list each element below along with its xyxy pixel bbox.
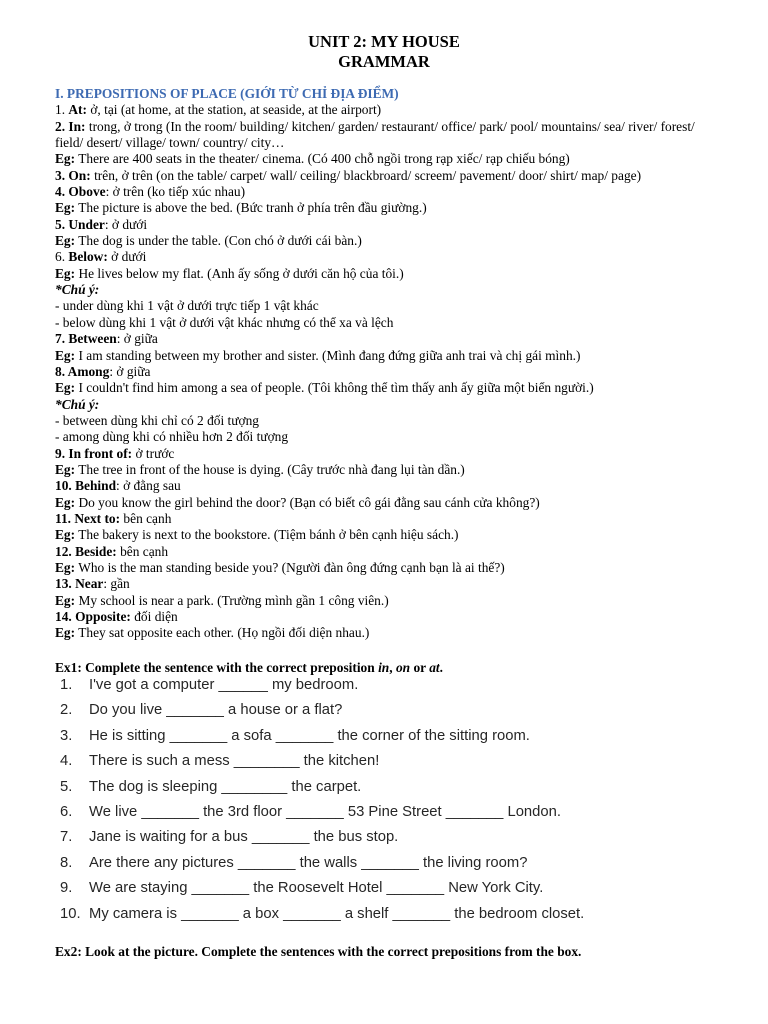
line-text: He lives below my flat. (Anh ấy sống ở dưới căn hộ của tôi.) <box>75 265 404 281</box>
question-text: He is sitting _______ a sofa _______ the corner of the sitting room. <box>89 727 530 744</box>
grammar-line <box>55 576 723 592</box>
question-text: I've got a computer ______ my bedroom. <box>89 677 359 693</box>
grammar-heading: GRAMMAR <box>338 52 430 71</box>
term-label: Eg: <box>55 494 76 510</box>
question-text: The dog is sleeping ________ the carpet. <box>89 778 362 795</box>
question-item <box>60 779 361 795</box>
term-label: Eg: <box>55 592 76 608</box>
question-item <box>60 677 358 693</box>
grammar-line <box>55 413 723 429</box>
line-text: My school is near a park. (Trường mình gần 1 công viên.) <box>75 592 389 608</box>
question-number: 7. <box>60 829 73 846</box>
grammar-line <box>55 331 723 347</box>
question-item <box>60 829 398 845</box>
term-label: Eg: <box>55 265 76 281</box>
term-label: 13. Near <box>55 576 104 592</box>
line-text: ở dưới <box>107 249 147 265</box>
line-text: : ở giữa <box>116 331 158 347</box>
term-label: 4. Obove <box>55 184 106 200</box>
term-label: Eg: <box>55 380 76 396</box>
line-text: The bakery is next to the bookstore. (Tiệm bánh ở bên cạnh hiệu sách.) <box>75 527 459 543</box>
line-text: Do you know the girl behind the door? (Bạn có biết cô gái đằng sau cánh cửa không?) <box>75 494 540 510</box>
item-number: 6. <box>55 249 69 265</box>
line-text: - between dùng khi chỉ có 2 đối tượng <box>55 412 259 428</box>
grammar-line <box>55 184 723 200</box>
grammar-lines <box>55 102 723 641</box>
term-label: 10. Behind <box>55 478 117 494</box>
question-item <box>60 753 379 769</box>
grammar-line <box>55 315 723 331</box>
question-item <box>60 702 342 718</box>
term-label: At: <box>68 102 87 118</box>
grammar-line <box>55 560 723 576</box>
unit-title: UNIT 2: MY HOUSE <box>308 32 460 51</box>
question-text: We are staying _______ the Roosevelt Hotel _______ New York City. <box>89 880 544 897</box>
line-text: bên cạnh <box>120 510 172 526</box>
line-text: The tree in front of the house is dying. (Cây trước nhà đang lụi tàn dần.) <box>75 461 465 477</box>
term-label: Eg: <box>55 559 76 575</box>
line-text: : ở đằng sau <box>116 478 181 494</box>
line-text: trong, ở trong (In the room/ building/ kitchen/ garden/ restaurant/ office/ park/ pool/ mountains/ sea/ river/ forest/ field/ desert/ village/ town/ country/ city… <box>55 118 695 151</box>
question-item <box>60 906 584 922</box>
line-text: ở trước <box>132 445 175 461</box>
question-number: 9. <box>60 880 73 897</box>
grammar-line <box>55 266 723 282</box>
grammar-line <box>55 249 723 265</box>
question-number: 4. <box>60 753 73 770</box>
grammar-content <box>55 86 723 642</box>
term-label: Eg: <box>55 233 76 249</box>
question-text: Jane is waiting for a bus _______ the bus stop. <box>89 829 399 846</box>
term-label: 9. In front of: <box>55 445 133 461</box>
grammar-line <box>55 544 723 560</box>
line-text: There are 400 seats in the theater/ cinema. (Có 400 chỗ ngồi trong rạp xiếc/ rạp chiếu bóng) <box>75 151 570 167</box>
line-text: - under dùng khi 1 vật ở dưới trực tiếp 1 vật khác <box>55 298 319 314</box>
grammar-line <box>55 380 723 396</box>
grammar-line <box>55 200 723 216</box>
term-label: 8. Among <box>55 363 110 379</box>
line-text: trên, ở trên (on the table/ carpet/ wall/ ceiling/ blackbroard/ screem/ pavement/ door/ shirt/ map/ page) <box>90 167 642 183</box>
question-number: 2. <box>60 702 73 719</box>
line-text: They sat opposite each other. (Họ ngồi đối diện nhau.) <box>75 625 370 641</box>
grammar-line <box>55 364 723 380</box>
line-text: bên cạnh <box>116 543 169 559</box>
line-text: - below dùng khi 1 vật ở dưới vật khác nhưng có thể xa và lệch <box>55 314 394 330</box>
item-number: 1. <box>55 102 69 118</box>
grammar-line <box>55 298 723 314</box>
question-item <box>60 855 527 871</box>
grammar-line <box>55 495 723 511</box>
grammar-line <box>55 478 723 494</box>
term-label: 3. On: <box>55 167 91 183</box>
question-item <box>60 728 530 744</box>
term-label: 5. Under <box>55 216 105 232</box>
grammar-line <box>55 217 723 233</box>
term-label: 7. Between <box>55 331 117 347</box>
line-text: - among dùng khi có nhiều hơn 2 đối tượng <box>55 429 289 445</box>
term-label: 14. Opposite: <box>55 609 131 624</box>
term-label: Eg: <box>55 151 76 167</box>
term-label: Below: <box>68 249 108 265</box>
line-text: The dog is under the table. (Con chó ở dưới cái bàn.) <box>75 233 362 249</box>
term-label: Eg: <box>55 347 76 363</box>
question-number: 5. <box>60 778 73 795</box>
grammar-line <box>55 527 723 543</box>
question-number: 6. <box>60 804 73 820</box>
term-label: 12. Beside: <box>55 543 117 559</box>
grammar-line <box>55 168 723 184</box>
note-label: *Chú ý: <box>55 282 100 298</box>
line-text: : ở trên (ko tiếp xúc nhau) <box>105 184 246 200</box>
grammar-line <box>55 151 723 167</box>
question-item <box>60 804 561 820</box>
term-label: Eg: <box>55 527 76 543</box>
grammar-line <box>55 397 723 413</box>
grammar-line <box>55 429 723 445</box>
grammar-line <box>55 282 723 298</box>
line-text: The picture is above the bed. (Bức tranh ở phía trên đầu giường.) <box>75 200 427 216</box>
term-label: Eg: <box>55 461 76 477</box>
grammar-line <box>55 593 723 609</box>
line-text: I am standing between my brother and sister. (Mình đang đứng giữa anh trai và chị gái mình.) <box>75 347 581 363</box>
term-label: Eg: <box>55 625 76 641</box>
question-text: My camera is _______ a box _______ a shelf _______ the bedroom closet. <box>89 905 585 922</box>
line-text: đối diện <box>130 609 178 624</box>
term-label: Eg: <box>55 200 76 216</box>
term-label: 11. Next to: <box>55 510 121 526</box>
line-text: Who is the man standing beside you? (Người đàn ông đứng cạnh bạn là ai thế?) <box>75 559 505 575</box>
grammar-line <box>55 102 723 118</box>
question-text: We live _______ the 3rd floor _______ 53 Pine Street _______ London. <box>89 804 561 820</box>
note-label: *Chú ý: <box>55 396 100 412</box>
section-title: I. PREPOSITIONS OF PLACE (GIỚI TỪ CHỈ ĐỊA ĐIỂM) <box>55 86 399 101</box>
question-text: Are there any pictures _______ the walls _______ the living room? <box>89 854 528 871</box>
line-text: I couldn't find him among a sea of people. (Tôi không thể tìm thấy anh ấy giữa một biển người.) <box>75 380 594 396</box>
grammar-line <box>55 348 723 364</box>
question-number: 3. <box>60 727 73 744</box>
term-label: 2. In: <box>55 118 86 134</box>
grammar-line <box>55 119 723 152</box>
question-item <box>60 880 543 896</box>
line-text: : ở dưới <box>104 216 148 232</box>
ex1-heading: Ex1: Complete the sentence with the correct preposition in, on or at. <box>55 660 443 675</box>
grammar-line <box>55 609 723 625</box>
ex2-heading: Ex2: Look at the picture. Complete the sentences with the correct prepositions from the box. <box>55 944 582 959</box>
grammar-line <box>55 511 723 527</box>
line-text: ở, tại (at home, at the station, at seaside, at the airport) <box>86 102 382 118</box>
grammar-line <box>55 233 723 249</box>
grammar-line <box>55 625 723 641</box>
question-number: 8. <box>60 854 73 871</box>
grammar-line <box>55 462 723 478</box>
question-text: Do you live _______ a house or a flat? <box>89 702 343 719</box>
line-text: : ở giữa <box>109 363 151 379</box>
grammar-line <box>55 446 723 462</box>
question-text: There is such a mess ________ the kitchen! <box>89 753 380 770</box>
question-number: 1. <box>60 677 73 693</box>
question-number: 10. <box>60 905 81 922</box>
line-text: : gần <box>103 576 130 592</box>
